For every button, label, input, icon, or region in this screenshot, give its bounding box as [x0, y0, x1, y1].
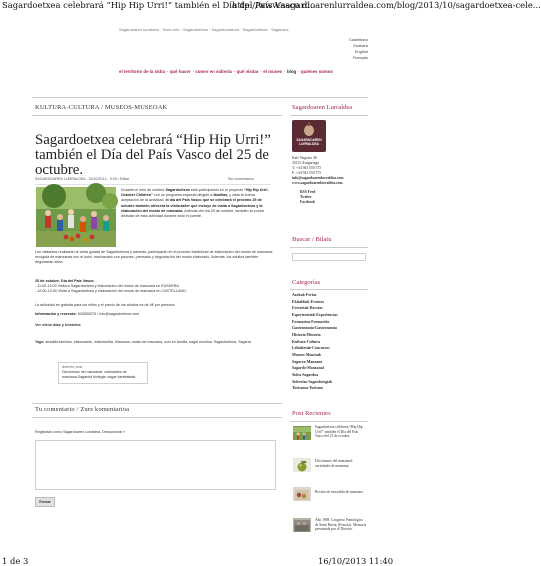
print-footer-datetime: 16/10/2013 11:40	[318, 556, 394, 566]
sidebar-address: Kale Nagusia 48 20115 Astigarraga T: +34 943 550 575 F: +34 943 550 575 info@sagardoarenlurraldea.com www.sagardoarenlurraldea.com	[292, 156, 372, 186]
top-link[interactable]: Sagardoetxea	[242, 27, 268, 32]
previous-post-box[interactable]	[58, 362, 148, 384]
facebook-link[interactable]: Facebook	[300, 200, 316, 204]
breadcrumb: KULTURA-CULTURA / MUSEOS-MUSEOAK	[35, 104, 168, 111]
post-title: Sagardoetxea celebrará “Hip Hip Urri!” también el Día del País Vasco del 25 de octubre.	[35, 132, 271, 178]
post-photo	[36, 187, 116, 247]
schedule-item: - 12:00-13:00 Visita a Sagardoetxea y elaboración del mosto de manzana en CASTELLANO.	[35, 289, 187, 294]
category-item[interactable]: Sidra-Sagardoa	[292, 372, 319, 377]
comment-form-title: Tu comentario / Zure komentarioa	[35, 406, 130, 413]
post-intro: Durante el mes de octubre Sagardoetxea está participando en el proyecto “Hip Hip Urri!-October Children” con un programa especial dirigido a familias, y vista la buena aceptación de la actividad, el día del País Vasco que se celebrará el próximo 25 de octubre también ofrecerá la visita-taller que incluye de visita a Sagardoetxea y la elaboración del mosto de manzana. Además del día 25 de octubre, también se podrá disfrutar de esta actividad durante todo el puente.	[121, 188, 269, 219]
previous-post-label: Anterior post	[62, 365, 83, 369]
comment-textarea[interactable]	[35, 440, 276, 490]
previous-post-text: Diccionario del manzanal: variedades de manzana.Sagardoi hiztegia: sagar barietateak.	[62, 370, 137, 379]
recent-post-title[interactable]: Diccionario del manzanal: variedades de manzana.	[315, 459, 353, 468]
recent-post-title[interactable]: Sagardoetxea celebrará “Hip Hip Urri!” también el Día del País Vasco del 25 de octubre.	[315, 425, 363, 439]
nav-blog[interactable]: blog	[286, 69, 297, 74]
submit-button[interactable]: Enviar	[35, 497, 55, 507]
category-item[interactable]: Formazioa-Formación	[292, 319, 330, 324]
schedule-item: - 11:00-12:00 Visita a Sagardoetxea y elaboración del mosto de manzana en EUSKERA.	[35, 284, 180, 289]
sagardo-logo	[292, 120, 326, 152]
rss-link[interactable]: RSS Feed	[300, 190, 316, 194]
search-header: Buscar / Bilatu	[292, 236, 332, 243]
website-link[interactable]: www.sagardoarenlurraldea.com	[292, 181, 343, 185]
social-links	[300, 190, 315, 205]
categories-list	[292, 292, 368, 392]
top-link[interactable]: Sagardoetxea	[182, 27, 208, 32]
lang-francais[interactable]: Français	[352, 55, 368, 60]
search-input[interactable]	[292, 253, 366, 261]
recent-post-thumb[interactable]	[293, 458, 311, 472]
nav-museo[interactable]: el museo	[263, 69, 283, 74]
recent-posts-header: Post Recientes	[292, 410, 331, 417]
sidebar-header-divider	[290, 115, 368, 116]
top-link[interactable]: Sagardoaren lurraldea	[119, 27, 159, 32]
categories-divider	[290, 289, 368, 290]
nav-quienes[interactable]: quiénes somos	[300, 69, 333, 74]
post-paragraph-2: Los visitantes realizarán la visita guiada de Sagardoetxea y además, participarán en el proceso tradicional de elaboración del mosto de manzana: recogida de manzanas con el kutxi, machacado con pisones, prensado y degustación del mosto elaborado. Además, los adultos también degustarán sidra.	[35, 250, 273, 265]
sidebar-header: Sagardoaren Lurraldea	[292, 104, 353, 111]
logo-line: SAGARDOAREN	[296, 138, 322, 142]
title-divider	[35, 184, 271, 185]
nav-comer[interactable]: comer en sidrería	[195, 69, 232, 74]
category-item[interactable]: Gastronomia-Gastronomía	[292, 326, 337, 331]
category-item[interactable]: Sidrerías-Sagardotegiak	[292, 379, 333, 384]
lang-euskara[interactable]: Euskara	[353, 43, 368, 48]
category-item[interactable]: Ekitaldiak-Eventos	[292, 299, 324, 304]
lang-castellano[interactable]: Castellano	[349, 37, 368, 42]
top-link[interactable]: Testu info	[162, 27, 180, 32]
price-text: La actividad es gratuita para los niños y el precio de los adultos es de 4€ por persona.	[35, 303, 176, 307]
lang-english[interactable]: English	[354, 49, 368, 54]
apple-icon	[304, 125, 314, 136]
main-nav: el territorio de la sidra · qué hacer · comer en sidrería · qué visitar · el museo · blog · quiénes somos	[119, 69, 333, 74]
category-item[interactable]: Sagarra-Manzana	[292, 359, 323, 364]
category-item[interactable]: Azokak-Ferias	[292, 293, 317, 297]
hours-link[interactable]: Ver otros días y horarios	[35, 322, 81, 327]
top-links: Sagardoaren lurraldea · Testu info · Sagardoetxea · Sagardoolarrea · Sagardoetxea · Sagardoa	[119, 27, 289, 32]
category-item[interactable]: Historia-Historia	[292, 332, 321, 337]
category-item[interactable]: Sagardo-Manzanal	[292, 366, 324, 371]
header-divider	[32, 97, 368, 98]
recent-post-title[interactable]: Año 1908. Congreso Pomologico de Saint Brieuc (Francia). Memoria presentada por el Director	[315, 518, 367, 532]
apple-stem-icon	[308, 122, 310, 126]
language-selector	[340, 37, 368, 61]
email-link[interactable]: info@sagardoarenlurraldea.com	[292, 176, 344, 180]
category-item[interactable]: Lehiaketak-Concursos	[292, 346, 330, 351]
comment-divider	[32, 403, 282, 404]
tags: Tags: aisialdia familian, elaborazión, elaboraziña, Manzana, mosto de manzana, ocio en familia, sagar mostioa, Sagardoetxea, Sagarra	[35, 340, 251, 344]
twitter-link[interactable]: Twitter	[300, 195, 312, 199]
print-header-title: Sagardoetxea celebrará “Hip Hip Urri!” también el Día del País Vasco d...	[2, 0, 316, 10]
logged-in-text[interactable]: Registrado como Sagardoaren Lurraldea. Desconectar »	[35, 430, 126, 434]
print-header-url: http://www.sagardoarenlurraldea.com/blog/2013/10/sagardoetxea-cele...	[232, 0, 541, 10]
comments-link[interactable]: Sin comentarios	[228, 177, 254, 181]
search-divider	[290, 247, 368, 248]
categories-header: Categorías	[292, 279, 321, 286]
recent-posts-divider	[290, 421, 368, 422]
recent-post-thumb[interactable]	[293, 487, 311, 501]
nav-que-hacer[interactable]: qué hacer	[169, 69, 191, 74]
schedule-title: 25 de octubre. Día del País Vasco:	[35, 279, 95, 283]
logo-line: LURRALDEA	[299, 142, 319, 147]
category-item[interactable]: Esperientziak-Experiencias	[292, 312, 338, 317]
schedule-block	[35, 279, 273, 295]
top-link[interactable]: Sagardoa	[271, 27, 289, 32]
recent-post-thumb[interactable]	[293, 518, 311, 532]
post-meta: SAGARDOAREN LURRALDEA - 16/10/2013 - 9:39 • Editar	[35, 177, 130, 181]
category-item[interactable]: Kultura-Cultura	[292, 339, 320, 344]
nav-territorio[interactable]: el territorio de la sidra	[119, 69, 166, 74]
recent-post-title[interactable]: Revista de mosolada de manzana.	[315, 490, 364, 494]
print-footer-page: 1 de 3	[2, 556, 29, 566]
nav-que-visitar[interactable]: qué visitar	[236, 69, 259, 74]
category-item[interactable]: Turismoa-Turismo	[292, 386, 324, 391]
recent-post-thumb[interactable]	[293, 426, 311, 440]
category-item[interactable]: Museos-Museoak	[292, 352, 321, 357]
info-line: Información y reservas: 943550575 / info@sagardoetxea.com	[35, 312, 140, 316]
comment-title-divider	[32, 417, 282, 418]
breadcrumb-divider	[32, 115, 282, 116]
top-link[interactable]: Sagardoolarrea	[211, 27, 240, 32]
category-item[interactable]: Errezetak-Recetas	[292, 306, 323, 311]
